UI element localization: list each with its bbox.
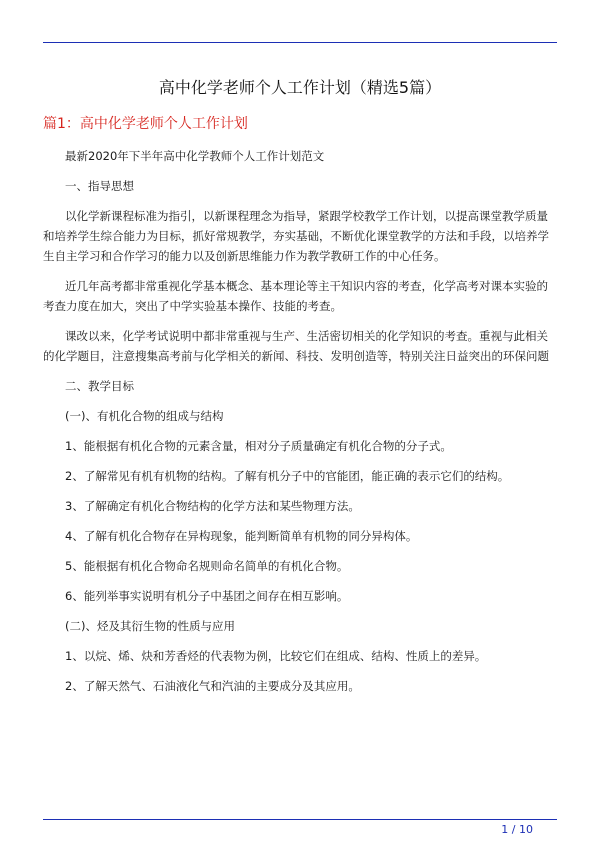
page-indicator: 1 / 10 <box>501 823 533 836</box>
body-paragraph: (二)、烃及其衍生物的性质与应用 <box>65 619 235 633</box>
header-rule <box>43 42 557 43</box>
footer-rule <box>43 819 557 820</box>
body-paragraph: 课改以来，化学考试说明中都非常重视与生产、生活密切相关的化学知识的考查。重视与此相关的化学题目，注意搜集高考前与化学相关的新闻、科技、发明创造等，特别关注日益突出的环保问题 <box>43 329 549 363</box>
document-title: 高中化学老师个人工作计划（精选5篇） <box>158 78 442 97</box>
body-paragraph: 二、教学目标 <box>65 379 134 393</box>
body-paragraph: 最新2020年下半年高中化学教师个人工作计划范文 <box>65 149 325 163</box>
body-paragraph: 2、了解常见有机有机物的结构。了解有机分子中的官能团，能正确的表示它们的结构。 <box>65 469 510 483</box>
body-paragraph: 1、以烷、烯、炔和芳香烃的代表物为例，比较它们在组成、结构、性质上的差异。 <box>65 649 487 663</box>
body-paragraph: 5、能根据有机化合物命名规则命名简单的有机化合物。 <box>65 559 349 573</box>
body-paragraph: 2、了解天然气、石油液化气和汽油的主要成分及其应用。 <box>65 679 360 693</box>
body-paragraph: 一、指导思想 <box>65 179 134 193</box>
body-paragraph: 近几年高考都非常重视化学基本概念、基本理论等主干知识内容的考查，化学高考对课本实验的考查力度在加大，突出了中学实验基本操作、技能的考查。 <box>43 279 548 313</box>
body-paragraph: (一)、有机化合物的组成与结构 <box>65 409 224 423</box>
body-paragraph: 3、了解确定有机化合物结构的化学方法和某些物理方法。 <box>65 499 360 513</box>
document-body <box>43 146 557 706</box>
body-paragraph: 6、能列举事实说明有机分子中基团之间存在相互影响。 <box>65 589 349 603</box>
body-paragraph: 4、了解有机化合物存在异构现象，能判断简单有机物的同分异构体。 <box>65 529 418 543</box>
body-paragraph: 1、能根据有机化合物的元素含量，相对分子质量确定有机化合物的分子式。 <box>65 439 452 453</box>
section-heading: 篇1：高中化学老师个人工作计划 <box>43 116 248 132</box>
body-paragraph: 以化学新课程标准为指引，以新课程理念为指导，紧跟学校教学工作计划，以提高课堂教学质量和培养学生综合能力为目标，抓好常规教学，夯实基础，不断优化课堂教学的方法和手段，以培养学生自主学习和合作学习的能力以及创新思维能力作为教学教研工作的中心任务。 <box>43 209 549 263</box>
